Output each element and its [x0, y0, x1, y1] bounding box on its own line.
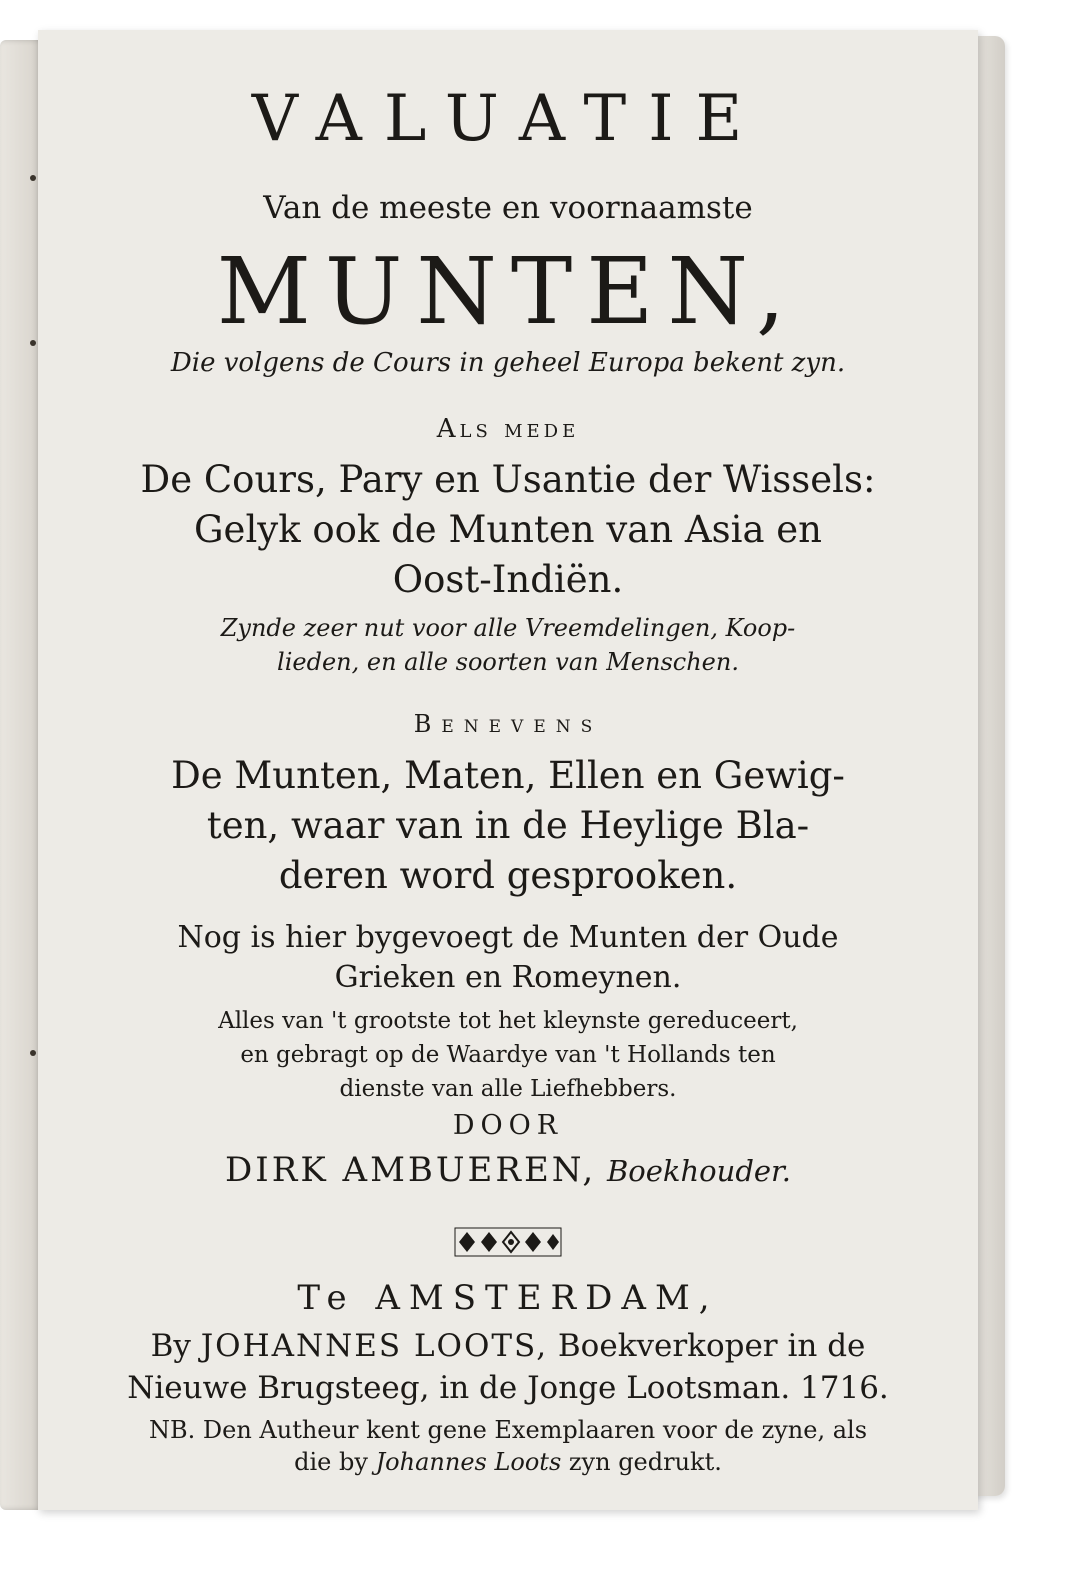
text-line-deren: deren word gesprooken.	[278, 854, 738, 897]
text-line-grieken: Grieken en Romeynen.	[334, 960, 682, 995]
nota-bene-prefix: die by	[294, 1448, 368, 1476]
binding-thread-mark	[30, 175, 36, 181]
text-line-nog: Nog is hier bygevoegt de Munten der Oude	[177, 920, 839, 955]
als-mede-heading: Als mede	[436, 414, 580, 444]
main-title: VALUATIE	[251, 82, 765, 156]
nota-bene-suffix: zyn gedrukt.	[568, 1448, 722, 1476]
door-heading: DOOR	[452, 1110, 564, 1141]
imprint-publisher-line	[38, 1328, 978, 1364]
italic-line: Die volgens de Cours in geheel Europa bekent zyn.	[170, 348, 846, 378]
subtitle-line: Van de meeste en voornaamste	[263, 190, 753, 226]
text-line-dienste: dienste van alle Liefhebbers.	[339, 1076, 677, 1102]
publisher-name: JOHANNES LOOTS,	[200, 1328, 549, 1364]
text-line-oost: Oost-Indiën.	[392, 558, 624, 601]
author-line	[38, 1150, 978, 1190]
printers-ornament	[453, 1226, 563, 1258]
main-title-munten: MUNTEN,	[216, 238, 800, 345]
text-line-demunten: De Munten, Maten, Ellen en Gewig-	[171, 754, 845, 797]
imprint-by-suffix: Boekverkoper in de	[557, 1328, 866, 1364]
binding-thread-mark	[30, 340, 36, 346]
italic-line-lieden: lieden, en alle soorten van Menschen.	[277, 648, 739, 676]
nota-bene-line-2	[38, 1448, 978, 1476]
imprint-city: Te AMSTERDAM,	[297, 1278, 719, 1318]
text-line-gebragt: en gebragt op de Waardye van 't Hollands ten	[240, 1042, 776, 1068]
text-line-gelyk: Gelyk ook de Munten van Asia en	[194, 508, 822, 551]
text-line-ten: ten, waar van in de Heylige Bla-	[206, 804, 810, 847]
nota-bene-line: NB. Den Autheur kent gene Exemplaaren voor de zyne, als	[148, 1416, 868, 1444]
imprint-by: By	[150, 1328, 191, 1364]
text-line-cours: De Cours, Pary en Usantie der Wissels:	[140, 458, 876, 501]
binding-thread-mark	[30, 1050, 36, 1056]
author-name: DIRK AMBUEREN,	[225, 1150, 597, 1190]
nota-bene-publisher: Johannes Loots	[375, 1448, 562, 1476]
author-role: Boekhouder.	[607, 1154, 791, 1188]
benevens-heading: Benevens	[413, 710, 603, 738]
text-line-alles: Alles van 't grootste tot het kleynste gereduceert,	[218, 1008, 798, 1034]
imprint-address: Nieuwe Brugsteeg, in de Jonge Lootsman. 1716.	[127, 1370, 889, 1406]
title-page	[38, 30, 978, 1510]
italic-line-zynde: Zynde zeer nut voor alle Vreemdelingen, Koop-	[220, 614, 796, 642]
